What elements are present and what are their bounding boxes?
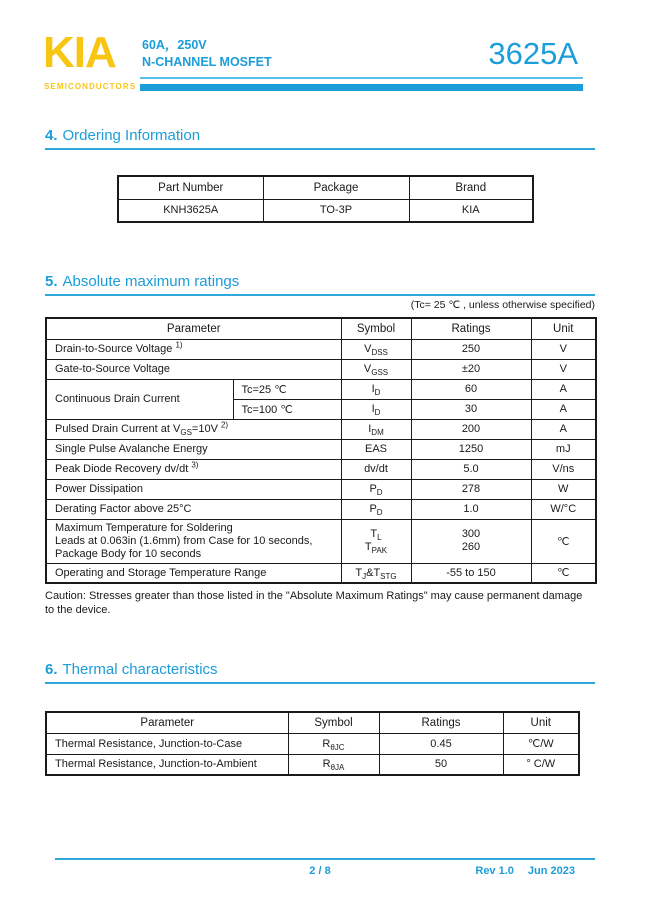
ordering-table bbox=[117, 175, 534, 223]
param-cell: Thermal Resistance, Junction-to-Ambient bbox=[46, 754, 288, 775]
part-number-title: 3625A bbox=[488, 36, 578, 71]
symbol-cell: $R_{\theta JC}$ bbox=[288, 733, 379, 754]
symbol-cell: $V_{DSS}$ bbox=[341, 339, 411, 359]
table-header-row bbox=[46, 318, 596, 339]
column-header: Symbol bbox=[341, 318, 411, 339]
section-heading-ordering bbox=[45, 127, 595, 150]
param-cell: Operating and Storage Temperature Range bbox=[46, 563, 341, 583]
symbol-cell: $I_{DM}$ bbox=[341, 419, 411, 439]
symbol-cell: $I_D$ bbox=[341, 379, 411, 399]
condition-cell: Tc=25 ℃ bbox=[233, 379, 341, 399]
table-cell: KNH3625A bbox=[118, 199, 263, 222]
condition-note: (Tc= 25 ℃ , unless otherwise specified) bbox=[410, 299, 595, 311]
section-title: Absolute maximum ratings bbox=[62, 273, 240, 290]
unit-cell: mJ bbox=[531, 439, 596, 459]
revision-info bbox=[320, 865, 575, 877]
table-row bbox=[46, 419, 596, 439]
column-header: Parameter bbox=[46, 318, 341, 339]
rating-cell: 50 bbox=[379, 754, 503, 775]
rating-cell: 0.45 bbox=[379, 733, 503, 754]
table-row bbox=[46, 459, 596, 479]
footer-divider bbox=[55, 858, 595, 860]
rating-cell: 300 260 bbox=[411, 519, 531, 563]
section-heading-thermal bbox=[45, 661, 595, 684]
column-header: Ratings bbox=[379, 712, 503, 733]
table-row bbox=[46, 479, 596, 499]
table-header-row bbox=[46, 712, 579, 733]
kia-logo: KIA bbox=[43, 28, 116, 77]
param-cell: Gate-to-Source Voltage bbox=[46, 359, 341, 379]
symbol-cell: $P_D$ bbox=[341, 479, 411, 499]
rating-cell: ±20 bbox=[411, 359, 531, 379]
table-row bbox=[46, 563, 596, 583]
unit-cell: ℃ bbox=[531, 563, 596, 583]
table-row bbox=[46, 439, 596, 459]
table-cell: TO-3P bbox=[263, 199, 409, 222]
unit-cell: ° C/W bbox=[503, 754, 579, 775]
unit-cell: A bbox=[531, 399, 596, 419]
device-summary bbox=[142, 37, 272, 71]
column-header: Package bbox=[263, 176, 409, 199]
table-cell: KIA bbox=[409, 199, 533, 222]
table-row bbox=[46, 379, 596, 399]
rating-cell: 1.0 bbox=[411, 499, 531, 519]
symbol-cell: $T_L$ $T_{PAK}$ bbox=[341, 519, 411, 563]
column-header: Ratings bbox=[411, 318, 531, 339]
thermal-table bbox=[45, 711, 580, 776]
table-row bbox=[46, 733, 579, 754]
column-header: Symbol bbox=[288, 712, 379, 733]
symbol-cell: $V_{GSS}$ bbox=[341, 359, 411, 379]
symbol-cell: $I_D$ bbox=[341, 399, 411, 419]
rating-cell: 250 bbox=[411, 339, 531, 359]
section-number: 4. bbox=[45, 127, 58, 144]
unit-cell: V bbox=[531, 359, 596, 379]
header-divider-thick bbox=[140, 84, 583, 91]
table-row bbox=[46, 359, 596, 379]
unit-cell: ℃ bbox=[531, 519, 596, 563]
revision-label: Rev 1.0 bbox=[475, 865, 514, 877]
rating-cell: 278 bbox=[411, 479, 531, 499]
table-row bbox=[46, 499, 596, 519]
logo-subtitle: SEMICONDUCTORS bbox=[44, 82, 137, 91]
unit-cell: ℃/W bbox=[503, 733, 579, 754]
symbol-cell: $R_{\theta JA}$ bbox=[288, 754, 379, 775]
column-header: Brand bbox=[409, 176, 533, 199]
param-cell: Continuous Drain Current bbox=[46, 379, 233, 419]
column-header: Parameter bbox=[46, 712, 288, 733]
column-header: Part Number bbox=[118, 176, 263, 199]
param-cell: Drain-to-Source Voltage $^{1)}$ bbox=[46, 339, 341, 359]
rating-cell: 200 bbox=[411, 419, 531, 439]
symbol-cell: dv/dt bbox=[341, 459, 411, 479]
table-row bbox=[118, 199, 533, 222]
section-heading-abs-max bbox=[45, 273, 595, 296]
rating-cell: 5.0 bbox=[411, 459, 531, 479]
unit-cell: V bbox=[531, 339, 596, 359]
section-number: 6. bbox=[45, 661, 58, 678]
header-divider-thin bbox=[140, 77, 583, 79]
rating-cell: 60 bbox=[411, 379, 531, 399]
unit-cell: V/ns bbox=[531, 459, 596, 479]
symbol-cell: EAS bbox=[341, 439, 411, 459]
param-cell: Derating Factor above 25°C bbox=[46, 499, 341, 519]
unit-cell: W/°C bbox=[531, 499, 596, 519]
column-header: Unit bbox=[531, 318, 596, 339]
param-cell: Single Pulse Avalanche Energy bbox=[46, 439, 341, 459]
device-type-line: N-CHANNEL MOSFET bbox=[142, 55, 272, 69]
symbol-cell: $P_D$ bbox=[341, 499, 411, 519]
device-rating-line: 60A，250V bbox=[142, 38, 207, 52]
table-row bbox=[46, 339, 596, 359]
param-cell: Thermal Resistance, Junction-to-Case bbox=[46, 733, 288, 754]
absolute-max-table bbox=[45, 317, 597, 584]
param-cell: Power Dissipation bbox=[46, 479, 341, 499]
unit-cell: A bbox=[531, 419, 596, 439]
unit-cell: W bbox=[531, 479, 596, 499]
rating-cell: -55 to 150 bbox=[411, 563, 531, 583]
param-cell: Pulsed Drain Current at $V_{GS}=10V$ $^{2)}$ bbox=[46, 419, 341, 439]
caution-text: Caution: Stresses greater than those listed in the "Absolute Maximum Ratings" may cause permanent damage to the device. bbox=[45, 590, 583, 616]
section-title: Ordering Information bbox=[62, 127, 201, 144]
page-number: 2 / 8 bbox=[309, 865, 331, 877]
table-row bbox=[46, 519, 596, 563]
symbol-cell: $T_J\&T_{STG}$ bbox=[341, 563, 411, 583]
param-cell: Maximum Temperature for Soldering Leads at 0.063in (1.6mm) from Case for 10 seconds, Package Body for 10 seconds bbox=[46, 519, 341, 563]
condition-cell: Tc=100 ℃ bbox=[233, 399, 341, 419]
revision-date: Jun 2023 bbox=[527, 865, 575, 877]
rating-cell: 30 bbox=[411, 399, 531, 419]
unit-cell: A bbox=[531, 379, 596, 399]
section-number: 5. bbox=[45, 273, 58, 290]
table-row bbox=[46, 754, 579, 775]
column-header: Unit bbox=[503, 712, 579, 733]
rating-cell: 1250 bbox=[411, 439, 531, 459]
param-cell: Peak Diode Recovery dv/dt $^{3)}$ bbox=[46, 459, 341, 479]
table-header-row bbox=[118, 176, 533, 199]
section-title: Thermal characteristics bbox=[62, 661, 218, 678]
